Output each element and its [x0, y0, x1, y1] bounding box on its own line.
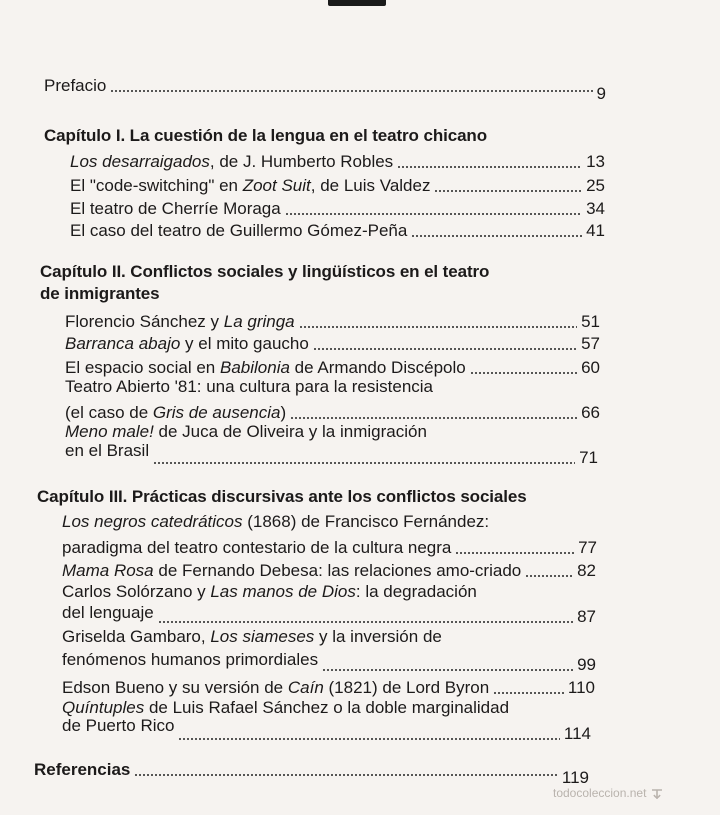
dot-leader: [434, 190, 582, 192]
dot-leader: [397, 166, 582, 168]
toc-entry-title: fenómenos humanos primordiales: [62, 650, 319, 669]
toc-page-number: 119: [561, 768, 589, 787]
toc-entry: [62, 603, 596, 627]
toc-page-number: 77: [578, 538, 597, 557]
dot-leader: [470, 372, 577, 374]
watermark-text: todocoleccion.net: [553, 786, 647, 800]
toc-entry: [62, 678, 595, 698]
toc-entry: [62, 716, 591, 744]
toc-entry: [70, 221, 605, 241]
toc-entry: [65, 358, 600, 378]
toc-entry: [62, 561, 596, 581]
watermark: [553, 786, 664, 801]
dot-leader: [178, 738, 559, 740]
chapter-2-heading-cont: de inmigrantes: [40, 284, 160, 303]
toc-page-number: 60: [581, 358, 600, 377]
chapter-2-heading: Capítulo II. Conflictos sociales y lingüísticos en el teatro: [40, 262, 490, 281]
toc-entry: [70, 152, 605, 172]
toc-entry-title: El caso del teatro de Guillermo Gómez-Peña: [70, 221, 408, 240]
dot-leader: [455, 552, 574, 554]
toc-page-number: 51: [581, 312, 600, 331]
toc-page-number: 66: [581, 403, 600, 422]
toc-page-number: 57: [581, 334, 600, 353]
toc-page-number: 99: [577, 655, 596, 674]
toc-entry-line: Quíntuples de Luis Rafael Sánchez o la doble marginalidad: [62, 698, 510, 717]
toc-entry: [65, 334, 600, 354]
toc-entry: [65, 441, 598, 468]
dot-leader: [322, 669, 573, 671]
dot-leader: [493, 692, 564, 694]
toc-page-number: 34: [586, 199, 605, 218]
toc-entry-title: Referencias: [34, 760, 131, 779]
chapter-1-heading: Capítulo I. La cuestión de la lengua en el teatro chicano: [44, 126, 487, 145]
tc-logo-icon: [650, 787, 664, 801]
dot-leader: [110, 90, 592, 92]
toc-entry-line: Carlos Solórzano y Las manos de Dios: la degradación: [62, 582, 477, 601]
toc-page-number: 114: [563, 724, 591, 743]
toc-entry-referencias: [34, 760, 589, 787]
toc-page-number: 9: [596, 84, 606, 103]
toc-page-number: 82: [577, 561, 596, 580]
toc-page-number: 87: [577, 607, 596, 626]
dot-leader: [285, 213, 582, 215]
toc-page-number: 110: [567, 678, 595, 697]
toc-entry: [62, 538, 597, 558]
toc-entry-title: paradigma del teatro contestario de la cultura negra: [62, 538, 452, 557]
toc-page-number: 25: [586, 176, 605, 195]
toc-entry: [70, 176, 605, 196]
toc-page-number: 71: [579, 448, 598, 467]
toc-entry-prefacio: [44, 76, 606, 103]
toc-entry-title: Mama Rosa de Fernando Debesa: las relaciones amo-criado: [62, 561, 522, 580]
toc-entry-line: Los negros catedráticos (1868) de Francisco Fernández:: [62, 512, 490, 531]
toc-entry-line: Griselda Gambaro, Los siameses y la inversión de: [62, 627, 442, 646]
toc-entry-title: Prefacio: [44, 76, 107, 95]
toc-entry-title: El espacio social en Babilonia de Armando Discépolo: [65, 358, 466, 377]
toc-entry-title: Barranca abajo y el mito gaucho: [65, 334, 309, 353]
dot-leader: [411, 235, 582, 237]
dot-leader: [313, 348, 577, 350]
chapter-3-heading: Capítulo III. Prácticas discursivas ante los conflictos sociales: [37, 487, 527, 506]
dot-leader: [290, 417, 577, 419]
toc-entry-line: Teatro Abierto '81: una cultura para la resistencia: [65, 377, 434, 396]
toc-entry-title: El teatro de Cherríe Moraga: [70, 199, 281, 218]
toc-page-number: 41: [586, 221, 605, 240]
toc-page-number: 13: [586, 152, 605, 171]
toc-entry: [70, 199, 605, 219]
dot-leader: [134, 774, 558, 776]
toc-entry-title: (el caso de Gris de ausencia): [65, 403, 287, 422]
toc-entry: [62, 650, 596, 675]
toc-entry-title: de Puerto Rico: [62, 716, 175, 735]
toc-entry-title: El "code-switching" en Zoot Suit, de Luis Valdez: [70, 176, 431, 195]
toc-entry-title: Florencio Sánchez y La gringa: [65, 312, 295, 331]
toc-entry: [65, 312, 600, 332]
toc-entry-title: en el Brasil: [65, 441, 150, 460]
toc-entry: [65, 403, 600, 423]
dot-leader: [158, 621, 573, 623]
dot-leader: [299, 326, 577, 328]
toc-entry-title: Edson Bueno y su versión de Caín (1821) de Lord Byron: [62, 678, 490, 697]
dot-leader: [153, 462, 575, 464]
toc-entry-line: Meno male! de Juca de Oliveira y la inmigración: [65, 422, 427, 441]
toc-entry-title: del lenguaje: [62, 603, 154, 622]
toc-entry-title: Los desarraigados, de J. Humberto Robles: [70, 152, 394, 171]
dot-leader: [525, 575, 573, 577]
